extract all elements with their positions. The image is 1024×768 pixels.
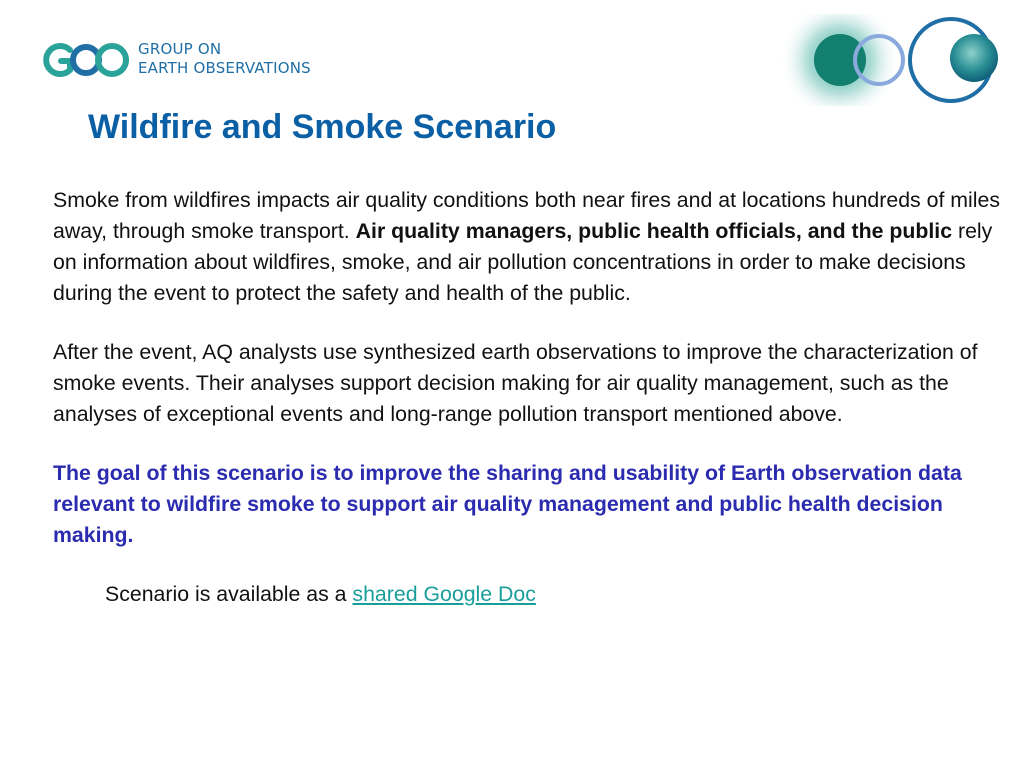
paragraph-goal: The goal of this scenario is to improve the sharing and usability of Earth observation data relevant to wildfire smoke to support air quality management and public health decision making. xyxy=(53,461,962,547)
scenario-note-prefix: Scenario is available as a xyxy=(105,582,353,606)
para1-text-a: Smoke from wildfires impacts air quality conditions both near fires and at locations hundreds of miles away, through smoke transport. xyxy=(53,188,1000,243)
para1-bold: Air quality managers, public health officials, and the public xyxy=(355,219,953,243)
logo-line-2: EARTH OBSERVATIONS xyxy=(138,59,311,77)
geo-logo-text xyxy=(138,40,338,78)
shared-google-doc-link[interactable]: shared Google Doc xyxy=(352,582,536,606)
earth-observation-circles-icon xyxy=(776,14,1012,106)
paragraph-smoke-impacts xyxy=(53,185,1003,309)
logo-line-1: GROUP ON xyxy=(138,40,222,58)
geo-logo-mark-icon xyxy=(40,40,132,80)
paragraph-after-event: After the event, AQ analysts use synthesized earth observations to improve the characterization of smoke events. Their analyses support decision making for air quality management, such as the analyses of exceptional events and long-range pollution transport mentioned above. xyxy=(53,340,978,426)
slide-title: Wildfire and Smoke Scenario xyxy=(88,108,557,146)
scenario-note xyxy=(53,579,1003,610)
slide-body xyxy=(53,185,1003,610)
para1-text-b: rely on information about wildfires, smoke, and air pollution concentrations in order to make decisions during the event to protect the safety and health of the public. xyxy=(53,219,993,305)
